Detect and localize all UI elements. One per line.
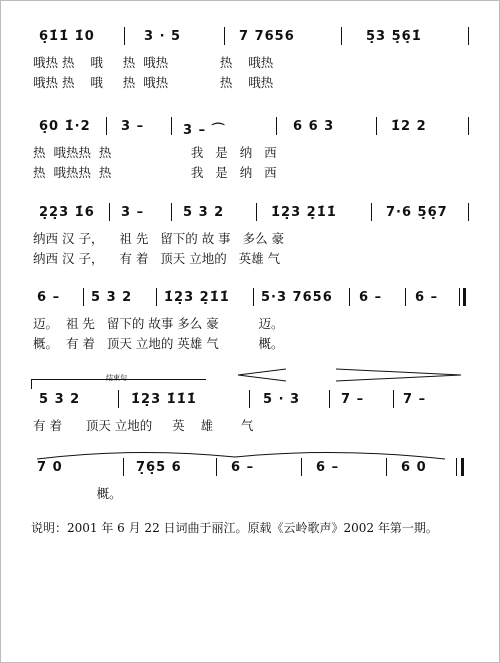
barline (253, 288, 254, 306)
final-barline (461, 458, 464, 476)
measure-1: 5 3 2 (39, 392, 81, 407)
measure-2: 1̇2̣3 1̇1̇1̇ (131, 392, 197, 407)
barline (83, 288, 84, 306)
measure-3: 3 – ⌒ (183, 123, 226, 138)
measure-3: 5 · 3 (263, 392, 301, 407)
barline (156, 288, 157, 306)
lyrics-verse-1: 哦热 热 哦 热 哦热 热 哦热 (33, 55, 274, 70)
barline (109, 203, 110, 221)
notation-line (31, 115, 471, 141)
barline (456, 458, 457, 476)
notation-line (31, 201, 471, 227)
barline (393, 390, 394, 408)
measure-4: 6 – (316, 460, 340, 475)
lyrics-verse-1: 热 哦热热 热 我 是 纳 西 (33, 145, 277, 160)
lyrics-verse-2: 哦热 热 哦 热 哦热 热 哦热 (33, 75, 274, 90)
lyrics-verse-2: 纳西 汉 子， 有 着 顶天 立地的 英雄 气 (33, 251, 281, 266)
barline (371, 203, 372, 221)
measure-4: 5·3 7656 (261, 290, 333, 305)
measure-5: 1̇2 2 (391, 119, 427, 134)
dynamics-hairpins (236, 365, 466, 385)
lyrics-verse-2: 概。 有 着 顶天 立地的 英雄 气 概。 (33, 336, 284, 351)
measure-2: 5 3 2 (91, 290, 133, 305)
measure-2: 7̣6̣5 6 (136, 460, 182, 475)
notation-line (31, 286, 471, 312)
barline (224, 27, 225, 45)
lyrics-coda: 有 着 顶天 立地的 英 雄 气 (33, 418, 254, 433)
barline (276, 117, 277, 135)
measure-3: 6 – (231, 460, 255, 475)
barline (124, 27, 125, 45)
measure-3: 5 3 2 (183, 205, 225, 220)
measure-1: 6 – (37, 290, 61, 305)
barline (249, 390, 250, 408)
barline (123, 458, 124, 476)
barline (376, 117, 377, 135)
barline (386, 458, 387, 476)
measure-4: 7 – (341, 392, 365, 407)
barline (405, 288, 406, 306)
measure-6: 6 – (415, 290, 439, 305)
barline (118, 390, 119, 408)
measure-4: 1̇2̣3 2̣1̇1̇ (271, 205, 337, 220)
measure-5: 6 0 (401, 460, 427, 475)
lyrics-ending: 概。 (33, 486, 122, 501)
barline (341, 27, 342, 45)
measure-2: 3 – (121, 205, 145, 220)
measure-4: 6 6 3 (293, 119, 335, 134)
barline (329, 390, 330, 408)
measure-1: 2̣2̣3 1̇6 (39, 205, 95, 220)
barline (468, 117, 469, 135)
notation-line (31, 456, 471, 482)
footnote-caption: 说明：2001 年 6 月 22 日词曲于丽江。原载《云岭歌声》2002 年第一期。 (31, 521, 438, 535)
lyrics-verse-1: 纳西 汉 子， 祖 先 留下的 故 事 多么 豪 (33, 231, 285, 246)
barline (171, 203, 172, 221)
measure-5: 6 – (359, 290, 383, 305)
barline (468, 27, 469, 45)
barline (106, 117, 107, 135)
measure-1: 6̣0 1̇·2 (39, 119, 91, 134)
lyrics-verse-1: 迈。 祖 先 留下的 故事 多么 豪 迈。 (33, 316, 284, 331)
measure-2: 3 – (121, 119, 145, 134)
lyrics-verse-2: 热 哦热热 热 我 是 纳 西 (33, 165, 277, 180)
barline (349, 288, 350, 306)
coda-tag: 结束句 (106, 374, 127, 382)
barline (468, 203, 469, 221)
repeat-barline (463, 288, 466, 306)
measure-5: 7 – (403, 392, 427, 407)
barline (171, 117, 172, 135)
barline (459, 288, 460, 306)
barline (256, 203, 257, 221)
measure-1: 6̣1̇1̇ 1̇0 (39, 29, 95, 44)
notation-line (31, 388, 471, 414)
measure-5: 7·6 5̣6̣7 (386, 205, 448, 220)
measure-2: 3 · 5 (144, 29, 182, 44)
measure-1: 7 0 (37, 460, 63, 475)
measure-3: 1̇2̣3 2̣1̇1̇ (164, 290, 230, 305)
barline (301, 458, 302, 476)
notation-line (31, 25, 471, 51)
barline (216, 458, 217, 476)
measure-4: 5̣3 5̣6̣1̇ (366, 29, 422, 44)
measure-3: 7 7656 (239, 29, 295, 44)
